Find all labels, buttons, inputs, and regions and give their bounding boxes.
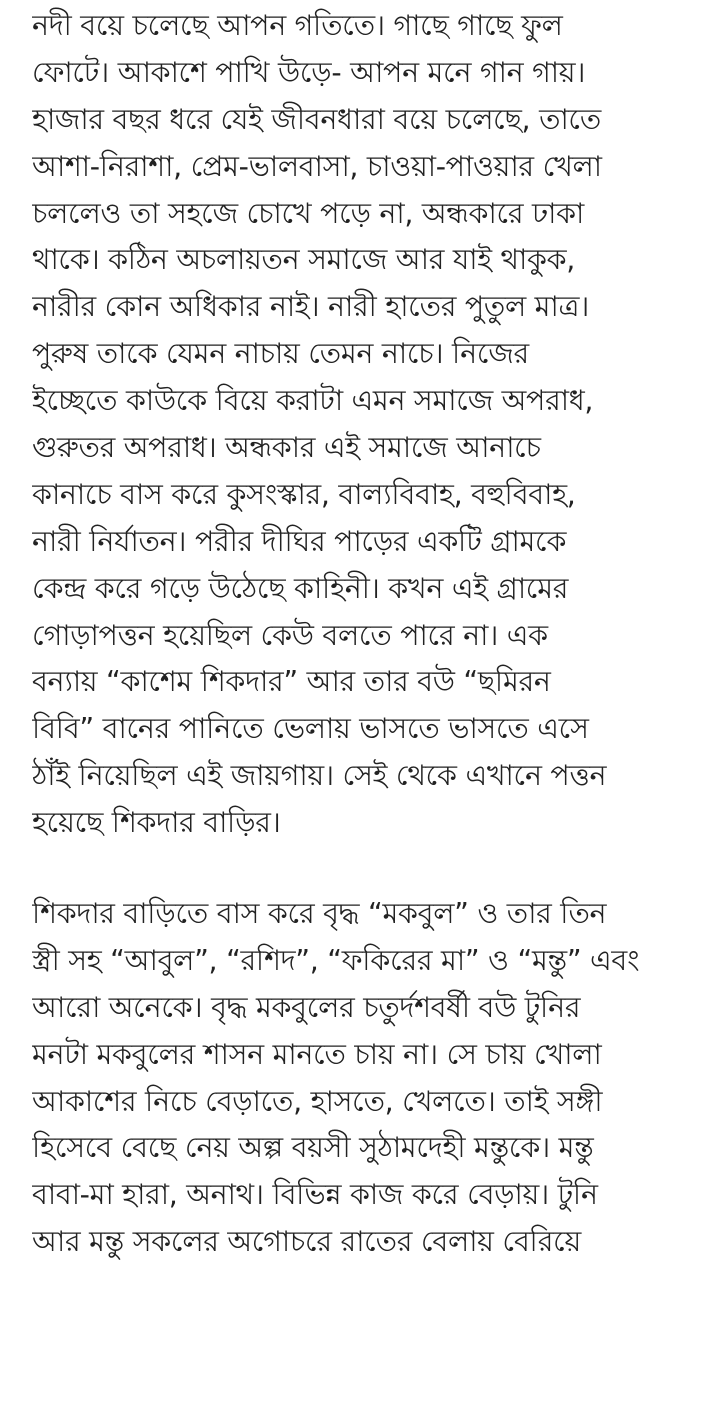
- text-line: গুরুতর অপরাধ। অন্ধকার এই সমাজে আনাচে: [32, 431, 541, 465]
- text-line: ইচ্ছেতে কাউকে বিয়ে করাটা এমন সমাজে অপরাধ,: [32, 384, 594, 418]
- text-line: আর মন্তু সকলের অগোচরে রাতের বেলায় বেরিয়ে: [32, 1225, 582, 1259]
- text-line: আশা-নিরাশা, প্রেম-ভালবাসা, চাওয়া-পাওয়ার খেলা: [32, 149, 602, 183]
- text-line: নদী বয়ে চলেছে আপন গতিতে। গাছে গাছে ফুল: [32, 9, 563, 42]
- text-line: আকাশের নিচে বেড়াতে, হাসতে, খেলতে। তাই সঙ্গী: [32, 1084, 603, 1118]
- text-line: বিবি” বানের পানিতে ভেলায় ভাসতে ভাসতে এসে: [32, 712, 589, 746]
- text-line: শিকদার বাড়িতে বাস করে বৃদ্ধ “মকবুল” ও তার তিন: [32, 897, 607, 931]
- text-line: বাবা-মা হারা, অনাথ। বিভিন্ন কাজ করে বেড়ায়। টুনি: [32, 1178, 598, 1212]
- text-line: ফোটে। আকাশে পাখি উড়ে- আপন মনে গান গায়।: [32, 55, 586, 89]
- paragraph-1: [32, 3, 700, 847]
- text-line: পুরুষ তাকে যেমন নাচায় তেমন নাচে। নিজের: [32, 337, 529, 371]
- text-line: নারীর কোন অধিকার নাই। নারী হাতের পুতুল মাত্র।: [32, 290, 590, 324]
- text-line: চললেও তা সহজে চোখে পড়ে না, অন্ধকারে ঢাকা: [32, 196, 585, 230]
- paragraph-spacer: [32, 847, 700, 891]
- text-line: হিসেবে বেছে নেয় অল্প বয়সী সুঠামদেহী মন্তুকে। মন্তু: [32, 1131, 594, 1165]
- text-line: কেন্দ্র করে গড়ে উঠেছে কাহিনী। কখন এই গ্রামের: [32, 571, 569, 605]
- text-line: স্ত্রী সহ “আবুল”, “রশিদ”, “ফকিরের মা” ও “মন্তু” এবং: [32, 943, 640, 977]
- text-line: গোড়াপত্তন হয়েছিল কেউ বলতে পারে না। এক: [32, 618, 548, 652]
- text-line: আরো অনেকে। বৃদ্ধ মকবুলের চতুর্দশবর্ষী বউ টুনির: [32, 990, 581, 1024]
- text-line: মনটা মকবুলের শাসন মানতে চায় না। সে চায় খোলা: [32, 1037, 602, 1071]
- paragraph-2: [32, 891, 700, 1266]
- article-body: [32, 0, 700, 1266]
- text-line: নারী নির্যাতন। পরীর দীঘির পাড়ের একটি গ্রামকে: [32, 524, 567, 558]
- text-line: বন্যায় “কাশেম শিকদার” আর তার বউ “ছমিরন: [32, 665, 551, 699]
- text-line: কানাচে বাস করে কুসংস্কার, বাল্যবিবাহ, বহুবিবাহ,: [32, 477, 576, 511]
- text-line: হয়েছে শিকদার বাড়ির।: [32, 806, 281, 840]
- text-line: হাজার বছর ধরে যেই জীবনধারা বয়ে চলেছে, তাতে: [32, 102, 601, 136]
- text-line: ঠাঁই নিয়েছিল এই জায়গায়। সেই থেকে এখানে পত্তন: [32, 759, 607, 793]
- text-line: থাকে। কঠিন অচলায়তন সমাজে আর যাই থাকুক,: [32, 243, 575, 277]
